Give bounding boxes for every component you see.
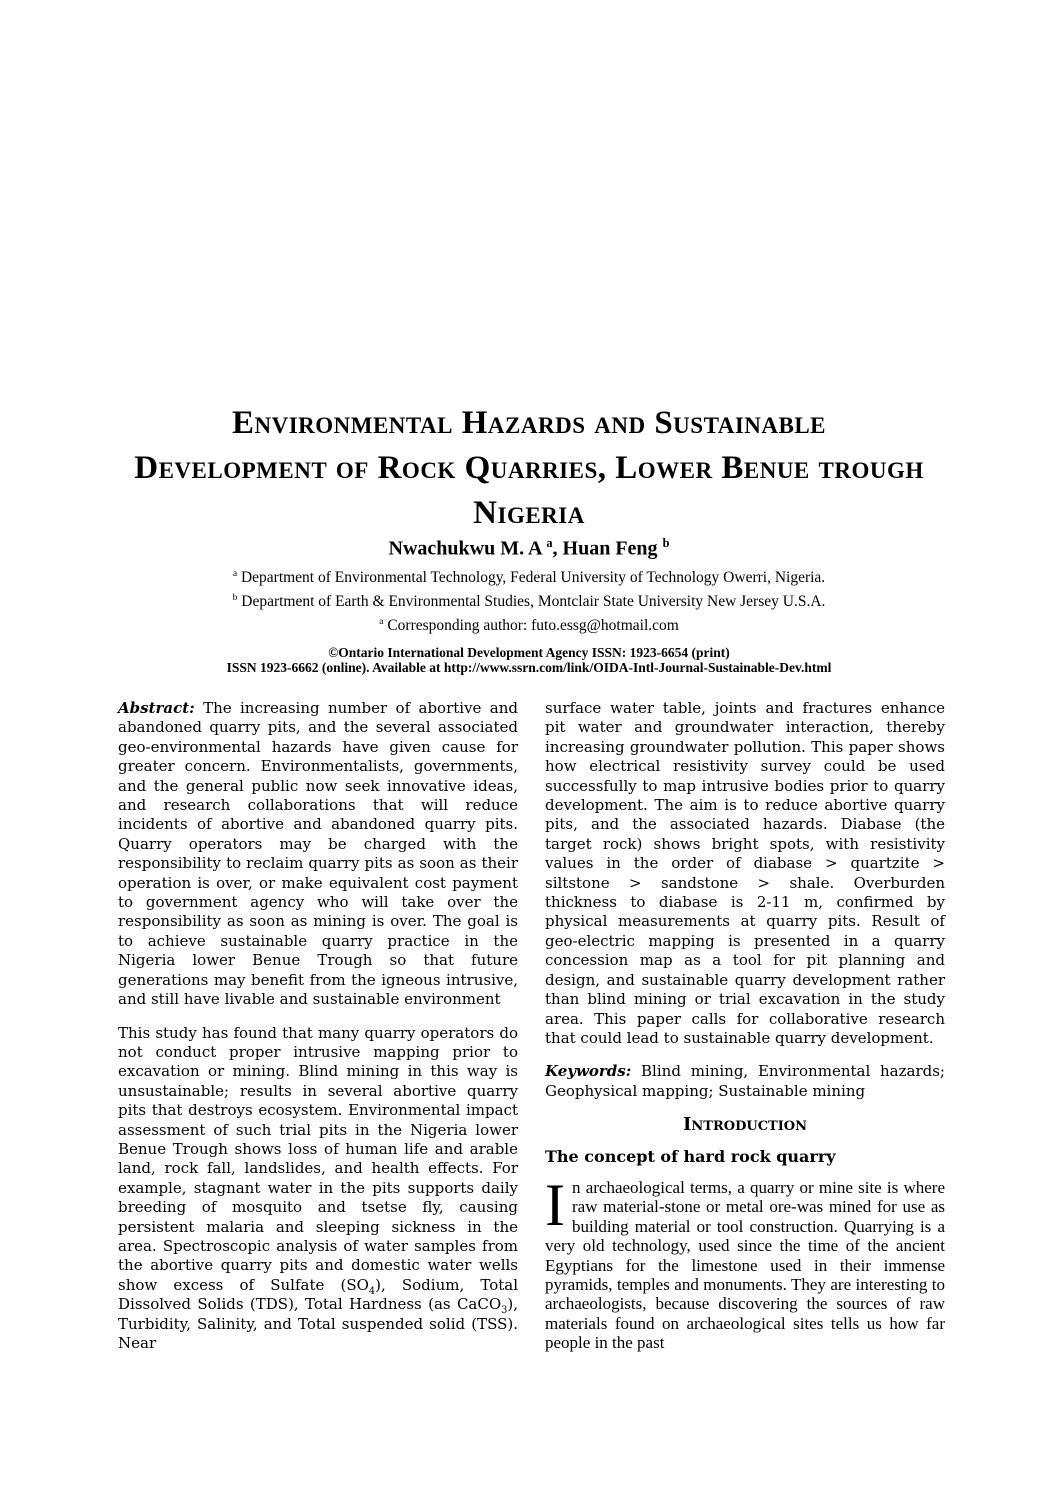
introduction-heading: Introduction: [682, 1114, 808, 1136]
author-1-footnote-mark: a: [546, 536, 553, 550]
abstract-paragraph-2-text-c: ), Turbidity, Salinity, and Total suspended solid (TSS). Near: [118, 1295, 518, 1352]
paper-title-line3: Nigeria: [473, 495, 585, 531]
affiliation-b-mark: b: [232, 592, 238, 604]
corresponding-author-text: Corresponding author: futo.essg@hotmail.com: [383, 617, 679, 635]
author-2-footnote-mark: b: [662, 536, 670, 550]
corresponding-author-mark: a: [379, 616, 384, 628]
author-1: Nwachukwu M. A: [388, 537, 547, 560]
affiliation-a-text: Department of Environmental Technology, Federal University of Technology Owerri, Nigeria.: [237, 569, 826, 587]
paper-title: [0, 401, 1058, 536]
paper-title-line1: Environmental Hazards and Sustainable: [231, 405, 827, 441]
abstract-paragraph-2-text-a: This study has found that many quarry operators do not conduct proper intrusive mapping prior to excavation or mining. Blind mining in this way is unsustainable; results in several abortive quarry pits that destroys ecosystem. Environmental impact assessment of such trial pits in the Nigeria lower Benue Trough shows loss of human life and arable land, rock fall, landslides, and health effects. For example, stagnant water in the pits supports daily breeding of mosquito and tsetse fly, causing persistent malaria and sleeping sickness in the area. Spectroscopic analysis of water samples from the abortive quarry pits and domestic water wells show excess of Sulfate (SO: [118, 1023, 518, 1294]
paper-title-line2: Development of Rock Quarries, Lower Benue trough: [134, 450, 924, 486]
author-separator: ,: [552, 537, 563, 560]
introduction-paragraph: [545, 1171, 945, 1353]
affiliation-a-mark: a: [232, 568, 238, 579]
affiliations-block: [0, 564, 1058, 636]
publisher-line2: ISSN 1923-6662 (online). Available at http://www.ssrn.com/link/OIDA-Intl-Journal-Sustainable-Dev.html: [226, 660, 832, 675]
keywords-label: Keywords:: [545, 1062, 632, 1081]
left-column: [118, 699, 518, 1367]
right-column: [545, 699, 945, 1367]
publisher-line1: ©Ontario International Development Agency ISSN: 1923-6654 (print): [328, 645, 730, 660]
affiliation-b-text: Department of Earth & Environmental Studies, Montclair State University New Jersey U.S.A.: [237, 593, 826, 611]
affiliation-a: [0, 564, 1058, 588]
abstract-continued-paragraph: surface water table, joints and fractures enhance pit water and groundwater interaction, thereby increasing groundwater pollution. This paper shows how electrical resistivity survey could be used successfully to map intrusive bodies prior to quarry development. The aim is to reduce abortive quarry pits, and the associated hazards. Diabase (the target rock) shows bright spots, with resistivity values in the order of diabase > quartzite > siltstone > sandstone > shale. Overburden thickness to diabase is 2-11 m, confirmed by physical measurements at quarry pits. Result of geo-electric mapping is presented in a quarry concession map as a tool for pit planning and design, and sustainable quarry development rather than blind mining or trial excavation in the study area. This paper calls for collaborative research that could lead to sustainable quarry development.: [545, 699, 945, 1047]
hard-rock-quarry-subheading: The concept of hard rock quarry: [545, 1146, 836, 1166]
affiliation-b: [0, 588, 1058, 612]
abstract-paragraph-1: [118, 699, 518, 1010]
caco3-subscript: 3: [501, 1305, 508, 1317]
publisher-block: [0, 645, 1058, 675]
abstract-paragraph-2-text-b: ), Sodium, Total Dissolved Solids (TDS), Total Hardness (as CaCO: [118, 1275, 519, 1314]
authors-line: [0, 536, 1058, 561]
corresponding-author: [0, 612, 1058, 636]
author-2: Huan Feng: [562, 537, 663, 560]
keywords-text: Blind mining, Environmental hazards; Geophysical mapping; Sustainable mining: [545, 1062, 945, 1100]
sulfate-subscript: 4: [368, 1285, 376, 1297]
keywords-paragraph: [545, 1062, 945, 1101]
introduction-paragraph-text: n archaeological terms, a quarry or mine site is where raw material-stone or metal ore-was mined for use as building material or tool construction. Quarrying is a very old technology, used since the time of the ancient Egyptians for the limestone used in their immense pyramids, temples and monuments. They are interesting to archaeologists, because discovering the sources of raw materials found on archaeological sites tells us how far people in the past: [545, 1177, 945, 1353]
abstract-label: Abstract:: [118, 699, 195, 717]
drop-cap: I: [545, 1171, 565, 1238]
abstract-paragraph-2: [118, 1024, 518, 1354]
abstract-paragraph-1-text: The increasing number of abortive and abandoned quarry pits, and the several associated geo-environmental hazards have given cause for greater concern. Environmentalists, governments, and the general public now seek innovative ideas, and research collaborations that will reduce incidents of abortive and abandoned quarry pits. Quarry operators may be charged with the responsibility to reclaim quarry pits as soon as their operation is over, or make equivalent cost payment to government agency who will take over the responsibility as soon as mining is over. The goal is to achieve sustainable quarry practice in the Nigeria lower Benue Trough so that future generations may benefit from the igneous intrusive, and still have livable and sustainable environment: [118, 699, 518, 1009]
